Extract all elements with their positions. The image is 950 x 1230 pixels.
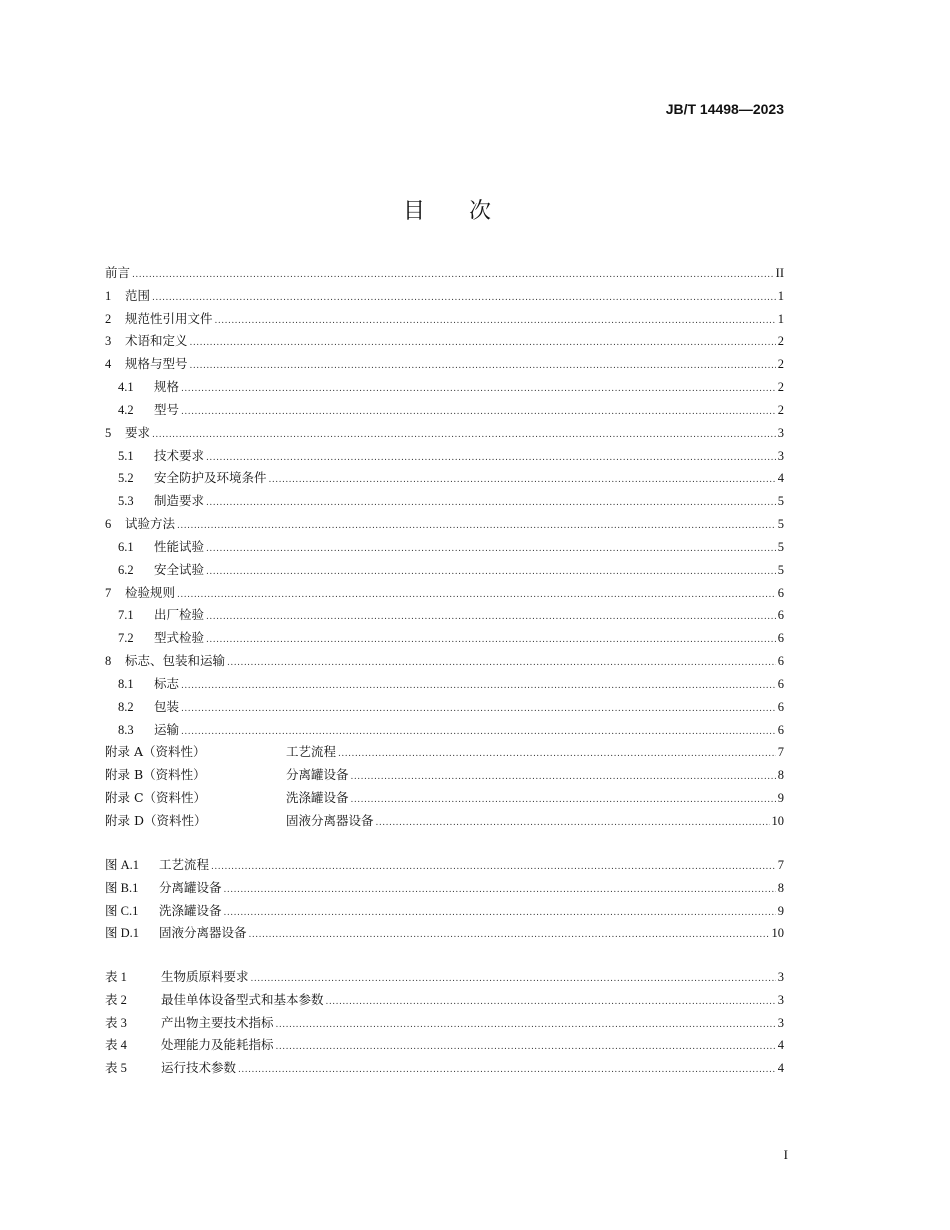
- entry-title: 标志、包装和运输: [125, 653, 226, 669]
- entry-title: 规范性引用文件: [125, 310, 213, 326]
- entry-number: 8.3: [118, 722, 134, 737]
- entry-number: 表 5: [105, 1061, 127, 1076]
- dot-leader: [206, 629, 776, 652]
- entry-page: 5: [777, 539, 784, 554]
- document-code: JB/T 14498—2023: [665, 101, 784, 117]
- toc-entry[interactable]: [105, 559, 784, 582]
- toc-entry[interactable]: [105, 376, 784, 399]
- entry-page: 2: [777, 402, 784, 417]
- entry-title: 标志: [154, 675, 180, 691]
- entry-page: 2: [777, 357, 784, 372]
- toc-entry[interactable]: [105, 467, 784, 490]
- entry-number: 8: [105, 654, 112, 669]
- entry-page: 2: [777, 334, 784, 349]
- entry-page: 9: [777, 791, 784, 806]
- toc-entry[interactable]: [105, 922, 784, 945]
- entry-title: 产出物主要技术指标: [161, 1014, 274, 1030]
- entry-number: 附录 A（资料性）: [105, 744, 206, 760]
- entry-number: 5.3: [118, 494, 134, 509]
- toc-entry[interactable]: [105, 787, 784, 810]
- toc-entry[interactable]: [105, 399, 784, 422]
- dot-leader: [211, 856, 776, 879]
- toc-entry[interactable]: [105, 308, 784, 331]
- entry-page: 3: [777, 425, 784, 440]
- dot-leader: [238, 1059, 776, 1082]
- dot-leader: [224, 902, 776, 925]
- entry-number: 图 A.1: [105, 858, 140, 872]
- dot-leader: [338, 743, 776, 766]
- entry-number: 4: [105, 357, 112, 372]
- entry-number: 表 4: [105, 1038, 127, 1053]
- dot-leader: [181, 721, 776, 744]
- dot-leader: [190, 355, 776, 378]
- dot-leader: [206, 492, 776, 515]
- entry-page: 8: [777, 880, 784, 895]
- toc-tables: [105, 966, 784, 1080]
- toc-entry[interactable]: [105, 536, 784, 559]
- toc-entry[interactable]: [105, 627, 784, 650]
- dot-leader: [132, 264, 774, 287]
- entry-number: 7.2: [118, 631, 134, 646]
- toc-entry[interactable]: [105, 696, 784, 719]
- entry-title: 规格与型号: [125, 356, 188, 372]
- entry-title: 要求: [125, 424, 151, 440]
- entry-title: 术语和定义: [125, 333, 188, 349]
- entry-title: 范围: [125, 287, 151, 303]
- entry-page: 7: [777, 858, 784, 872]
- toc-entry[interactable]: [105, 262, 784, 285]
- entry-title: 工艺流程: [286, 744, 337, 760]
- entry-title: 规格: [154, 379, 180, 395]
- entry-number: 2: [105, 311, 112, 326]
- entry-number: 8.1: [118, 676, 134, 691]
- entry-number: 4.1: [118, 380, 134, 395]
- entry-page: 4: [777, 471, 784, 486]
- entry-page: 10: [771, 926, 784, 941]
- entry-title: 型号: [154, 401, 180, 417]
- entry-page: II: [775, 266, 784, 280]
- entry-number: 4.2: [118, 402, 134, 417]
- entry-page: 6: [777, 654, 784, 669]
- toc-entry[interactable]: [105, 490, 784, 513]
- toc-entry[interactable]: [105, 513, 784, 536]
- dot-leader: [206, 538, 776, 561]
- entry-number: 7.1: [118, 608, 134, 623]
- entry-number: 图 B.1: [105, 880, 139, 895]
- entry-title: 固液分离器设备: [159, 925, 247, 941]
- entry-title: 运行技术参数: [161, 1060, 237, 1076]
- dot-leader: [206, 606, 776, 629]
- entry-title: 型式检验: [154, 630, 205, 646]
- toc-entry[interactable]: [105, 877, 784, 900]
- toc-entry[interactable]: [105, 764, 784, 787]
- dot-leader: [215, 310, 776, 333]
- dot-leader: [177, 584, 776, 607]
- toc-entry[interactable]: [105, 673, 784, 696]
- entry-page: 6: [777, 631, 784, 646]
- dot-leader: [177, 515, 776, 538]
- dot-leader: [351, 789, 776, 812]
- entry-page: 9: [777, 903, 784, 918]
- toc-entry[interactable]: [105, 353, 784, 376]
- entry-number: 表 2: [105, 992, 127, 1007]
- entry-title: 安全防护及环境条件: [154, 470, 267, 486]
- entry-page: 5: [777, 494, 784, 509]
- toc-figures: [105, 854, 784, 945]
- entry-page: 3: [777, 448, 784, 463]
- entry-number: 表 1: [105, 970, 127, 984]
- toc-entry[interactable]: [105, 854, 784, 877]
- entry-page: 5: [777, 562, 784, 577]
- dot-leader: [152, 287, 776, 310]
- entry-page: 1: [777, 311, 784, 326]
- page-number: I: [783, 1147, 788, 1162]
- entry-page: 5: [777, 517, 784, 532]
- toc-entry[interactable]: [105, 741, 784, 764]
- dot-leader: [269, 469, 776, 492]
- entry-number: 5: [105, 425, 112, 440]
- entry-page: 1: [777, 288, 784, 303]
- entry-title: 检验规则: [125, 584, 176, 600]
- entry-title: 最佳单体设备型式和基本参数: [161, 991, 324, 1007]
- entry-title: 生物质原料要求: [161, 969, 249, 984]
- entry-number: 附录 B（资料性）: [105, 767, 206, 783]
- entry-page: 3: [777, 992, 784, 1007]
- toc-entry[interactable]: [105, 1057, 784, 1080]
- entry-title: 安全试验: [154, 561, 205, 577]
- entry-title: 技术要求: [154, 447, 205, 463]
- dot-leader: [351, 766, 776, 789]
- entry-number: 附录 D（资料性）: [105, 812, 207, 828]
- entry-page: 6: [777, 608, 784, 623]
- entry-page: 6: [777, 722, 784, 737]
- entry-page: 3: [777, 970, 784, 984]
- toc-entry[interactable]: [105, 1012, 784, 1035]
- entry-number: 5.2: [118, 471, 134, 486]
- toc-entry[interactable]: [105, 989, 784, 1012]
- entry-title: 处理能力及能耗指标: [161, 1037, 274, 1053]
- entry-title: 前言: [105, 265, 131, 280]
- dot-leader: [227, 652, 776, 675]
- entry-number: 5.1: [118, 448, 134, 463]
- entry-title: 工艺流程: [159, 857, 210, 872]
- entry-title: 运输: [154, 721, 180, 737]
- dot-leader: [376, 812, 770, 835]
- page-title: 目 次: [402, 199, 491, 224]
- entry-number: 附录 C（资料性）: [105, 790, 207, 806]
- dot-leader: [326, 991, 776, 1014]
- toc-contents: [105, 262, 784, 833]
- entry-page: 6: [777, 699, 784, 714]
- dot-leader: [181, 401, 776, 424]
- entry-number: 7: [105, 585, 112, 600]
- entry-title: 出厂检验: [154, 607, 205, 623]
- entry-number: 6.1: [118, 539, 134, 554]
- toc-entry[interactable]: [105, 330, 784, 353]
- entry-title: 包装: [154, 698, 180, 714]
- dot-leader: [181, 675, 776, 698]
- entry-page: 3: [777, 1015, 784, 1030]
- entry-number: 图 D.1: [105, 926, 140, 941]
- dot-leader: [224, 879, 776, 902]
- dot-leader: [190, 332, 776, 355]
- entry-number: 1: [105, 288, 112, 303]
- toc-entry[interactable]: [105, 966, 784, 989]
- entry-number: 表 3: [105, 1015, 127, 1030]
- entry-title: 性能试验: [154, 538, 205, 554]
- dot-leader: [181, 378, 776, 401]
- entry-number: 6: [105, 517, 112, 532]
- entry-page: 6: [777, 585, 784, 600]
- entry-page: 4: [777, 1061, 784, 1076]
- dot-leader: [276, 1036, 776, 1059]
- entry-page: 4: [777, 1038, 784, 1053]
- toc-entry[interactable]: [105, 445, 784, 468]
- toc-entry[interactable]: [105, 719, 784, 742]
- entry-page: 2: [777, 380, 784, 395]
- entry-title: 试验方法: [125, 516, 176, 532]
- entry-number: 图 C.1: [105, 903, 139, 918]
- toc-entry[interactable]: [105, 810, 784, 833]
- dot-leader: [206, 447, 776, 470]
- entry-number: 3: [105, 334, 112, 349]
- toc-entry[interactable]: [105, 422, 784, 445]
- entry-number: 8.2: [118, 699, 134, 714]
- entry-page: 10: [771, 813, 784, 828]
- dot-leader: [251, 968, 776, 991]
- entry-page: 7: [777, 745, 784, 760]
- dot-leader: [206, 561, 776, 584]
- entry-title: 分离罐设备: [159, 879, 222, 895]
- entry-number: 6.2: [118, 562, 134, 577]
- toc-entry[interactable]: [105, 582, 784, 605]
- entry-page: 8: [777, 768, 784, 783]
- dot-leader: [249, 924, 770, 947]
- dot-leader: [181, 698, 776, 721]
- toc-entry[interactable]: [105, 285, 784, 308]
- toc-entry[interactable]: [105, 604, 784, 627]
- dot-leader: [276, 1014, 776, 1037]
- entry-page: 6: [777, 676, 784, 691]
- entry-title: 固液分离器设备: [286, 812, 374, 828]
- entry-title: 制造要求: [154, 493, 205, 509]
- dot-leader: [152, 424, 776, 447]
- toc-entry[interactable]: [105, 1034, 784, 1057]
- toc-entry[interactable]: [105, 900, 784, 923]
- entry-title: 洗涤罐设备: [159, 902, 222, 918]
- entry-title: 分离罐设备: [286, 767, 349, 783]
- entry-title: 洗涤罐设备: [286, 790, 349, 806]
- toc-entry[interactable]: [105, 650, 784, 673]
